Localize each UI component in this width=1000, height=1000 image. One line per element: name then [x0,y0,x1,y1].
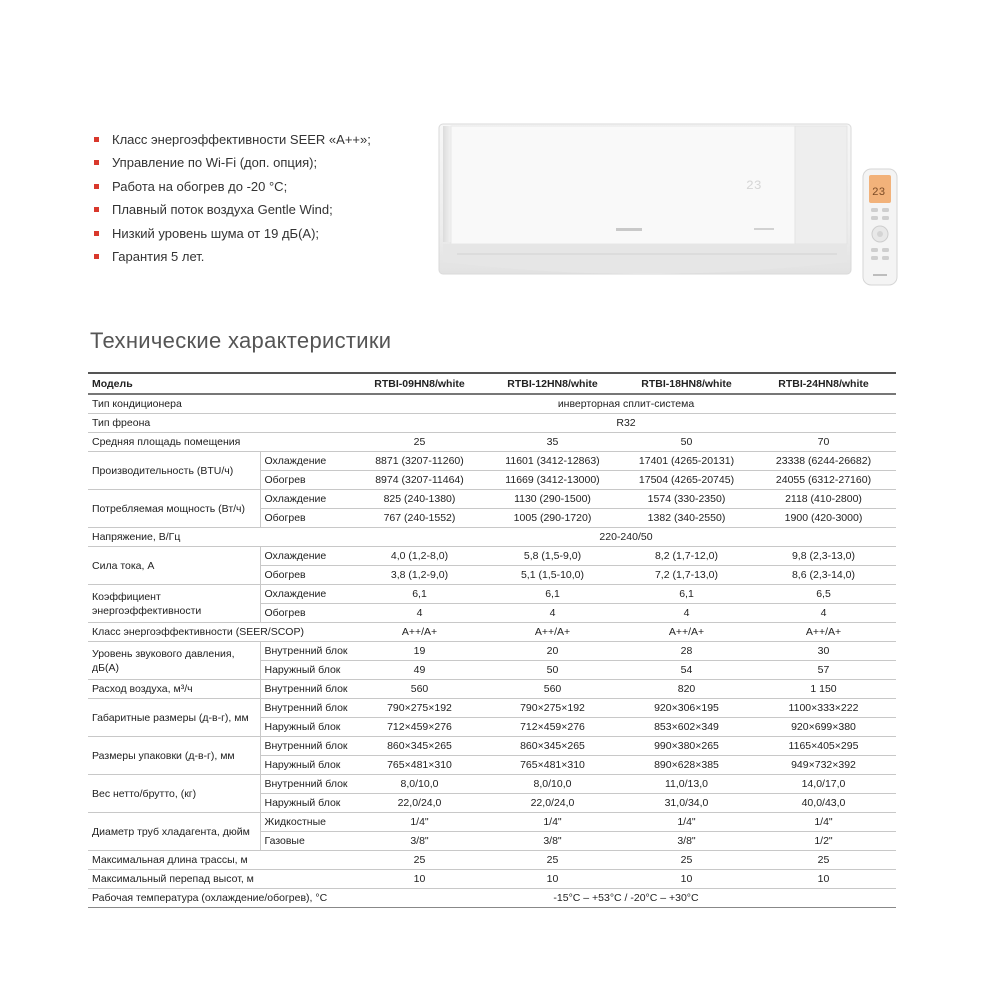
value-cell: 949×732×392 [751,756,896,775]
table-row [88,851,896,870]
param-cell: Размеры упаковки (д-в-г), мм [88,737,260,775]
table-row [88,585,896,604]
param-cell: Габаритные размеры (д-в-г), мм [88,699,260,737]
param-cell: Расход воздуха, м³/ч [88,680,260,699]
value-cell: 765×481×310 [483,756,622,775]
remote-display-digits: 23 [872,187,886,199]
value-cell: 1 150 [751,680,896,699]
feature-item [92,151,371,174]
specs-table [88,372,896,908]
value-cell: 14,0/17,0 [751,775,896,794]
value-cell: 767 (240-1552) [356,509,483,528]
value-cell: 25 [622,851,751,870]
feature-text: Низкий уровень шума от 19 дБ(А); [112,225,320,241]
table-row [88,870,896,889]
sub-label-cell: Внутренний блок [260,699,356,718]
value-cell: 4 [751,604,896,623]
param-cell: Класс энергоэффективности (SEER/SCOP) [88,623,356,642]
param-cell: Рабочая температура (охлаждение/обогрев), °С [88,889,356,908]
value-cell: 5,8 (1,5-9,0) [483,547,622,566]
table-row [88,699,896,718]
value-cell: 3,8 (1,2-9,0) [356,566,483,585]
value-cell: 70 [751,433,896,452]
param-cell: Сила тока, А [88,547,260,585]
indoor-brand-mark [616,228,642,231]
tech-specs-title: Технические характеристики [90,328,392,353]
value-cell: 25 [751,851,896,870]
value-cell: 853×602×349 [622,718,751,737]
value-cell: 25 [356,433,483,452]
feature-text: Управление по Wi-Fi (доп. опция); [112,155,318,171]
param-cell: Коэффициент энергоэффективности [88,585,260,623]
sub-label-cell: Жидкостные [260,813,356,832]
param-cell: Диаметр труб хладагента, дюйм [88,813,260,851]
value-cell: 1130 (290-1500) [483,490,622,509]
value-cell: 8,0/10,0 [356,775,483,794]
value-cell: 10 [483,870,622,889]
value-cell: 3/8" [483,832,622,851]
param-cell: Тип кондиционера [88,394,356,414]
value-cell: 8,0/10,0 [483,775,622,794]
param-cell: Максимальная длина трассы, м [88,851,356,870]
value-cell: 4 [622,604,751,623]
value-cell: 20 [483,642,622,661]
table-row [88,775,896,794]
bullet-icon [94,137,99,142]
sub-label-cell: Охлаждение [260,490,356,509]
value-cell: 8871 (3207-11260) [356,452,483,471]
sub-label-cell: Обогрев [260,604,356,623]
value-cell: 712×459×276 [356,718,483,737]
header-model: RTBI-24HN8/white [751,373,896,394]
table-row [88,490,896,509]
value-cell: 23338 (6244-26682) [751,452,896,471]
value-cell: 1165×405×295 [751,737,896,756]
sub-label-cell: Внутренний блок [260,775,356,794]
value-cell: 890×628×385 [622,756,751,775]
sub-label-cell: Внутренний блок [260,737,356,756]
value-cell: R32 [356,414,896,433]
value-cell: 3/8" [622,832,751,851]
value-cell: 1/4" [356,813,483,832]
feature-item [92,222,371,245]
value-cell: 25 [356,851,483,870]
table-row [88,528,896,547]
value-cell: 790×275×192 [483,699,622,718]
value-cell: 11,0/13,0 [622,775,751,794]
sub-label-cell: Наружный блок [260,794,356,813]
param-cell: Максимальный перепад высот, м [88,870,356,889]
value-cell: 25 [483,851,622,870]
feature-item [92,128,371,151]
feature-list [92,128,371,268]
value-cell: 7,2 (1,7-13,0) [622,566,751,585]
value-cell: 11669 (3412-13000) [483,471,622,490]
value-cell: 50 [483,661,622,680]
sub-label-cell: Внутренний блок [260,680,356,699]
value-cell: 8974 (3207-11464) [356,471,483,490]
value-cell: 10 [751,870,896,889]
value-cell: 3/8" [356,832,483,851]
value-cell: 24055 (6312-27160) [751,471,896,490]
param-cell: Тип фреона [88,414,356,433]
value-cell: 560 [483,680,622,699]
value-cell: 1/2" [751,832,896,851]
value-cell: 10 [622,870,751,889]
table-row [88,680,896,699]
sub-label-cell: Охлаждение [260,452,356,471]
value-cell: 1005 (290-1720) [483,509,622,528]
value-cell: 8,6 (2,3-14,0) [751,566,896,585]
value-cell: 712×459×276 [483,718,622,737]
value-cell: 825 (240-1380) [356,490,483,509]
header-model: RTBI-09HN8/white [356,373,483,394]
sub-label-cell: Обогрев [260,566,356,585]
value-cell: 28 [622,642,751,661]
feature-text: Плавный поток воздуха Gentle Wind; [112,202,333,218]
feature-text: Гарантия 5 лет. [112,248,205,264]
feature-item [92,198,371,221]
bullet-icon [94,254,99,259]
feature-text: Работа на обогрев до -20 °С; [112,178,288,194]
feature-item [92,245,371,268]
value-cell: 860×345×265 [356,737,483,756]
sub-label-cell: Обогрев [260,471,356,490]
sub-label-cell: Наружный блок [260,756,356,775]
table-row [88,394,896,414]
sub-label-cell: Охлаждение [260,585,356,604]
feature-text: Класс энергоэффективности SEER «А++»; [112,132,371,147]
value-cell: 1/4" [483,813,622,832]
param-cell: Вес нетто/брутто, (кг) [88,775,260,813]
table-row [88,452,896,471]
param-cell: Средняя площадь помещения [88,433,356,452]
bullet-icon [94,231,99,236]
value-cell: -15°С – +53°С / -20°С – +30°С [356,889,896,908]
value-cell: 22,0/24,0 [356,794,483,813]
table-row [88,889,896,908]
value-cell: 10 [356,870,483,889]
value-cell: 54 [622,661,751,680]
sub-label-cell: Газовые [260,832,356,851]
value-cell: 4 [483,604,622,623]
header-param: Модель [88,373,356,394]
value-cell: 17401 (4265-20131) [622,452,751,471]
param-cell: Уровень звукового давления, дБ(А) [88,642,260,680]
sub-label-cell: Наружный блок [260,718,356,737]
specs-header-row [88,373,896,394]
value-cell: 11601 (3412-12863) [483,452,622,471]
header-model: RTBI-12HN8/white [483,373,622,394]
value-cell: 920×699×380 [751,718,896,737]
table-row [88,642,896,661]
value-cell: 50 [622,433,751,452]
bullet-icon [94,184,99,189]
indoor-display-digits: 23 [746,178,762,193]
value-cell: 1382 (340-2550) [622,509,751,528]
value-cell: 8,2 (1,7-12,0) [622,547,751,566]
value-cell: 35 [483,433,622,452]
value-cell: 1100×333×222 [751,699,896,718]
value-cell: 790×275×192 [356,699,483,718]
value-cell: 860×345×265 [483,737,622,756]
value-cell: 4,0 (1,2-8,0) [356,547,483,566]
value-cell: 1574 (330-2350) [622,490,751,509]
sub-label-cell: Наружный блок [260,661,356,680]
param-cell: Потребляемая мощность (Вт/ч) [88,490,260,528]
value-cell: 57 [751,661,896,680]
table-row [88,414,896,433]
value-cell: 1900 (420-3000) [751,509,896,528]
value-cell: 6,1 [622,585,751,604]
value-cell: 4 [356,604,483,623]
value-cell: 17504 (4265-20745) [622,471,751,490]
table-row [88,623,896,642]
value-cell: А++/А+ [622,623,751,642]
table-row [88,737,896,756]
value-cell: 6,5 [751,585,896,604]
value-cell: 6,1 [483,585,622,604]
value-cell: 49 [356,661,483,680]
table-row [88,547,896,566]
value-cell: 990×380×265 [622,737,751,756]
sub-label-cell: Охлаждение [260,547,356,566]
param-cell: Напряжение, В/Гц [88,528,356,547]
value-cell: 920×306×195 [622,699,751,718]
value-cell: А++/А+ [356,623,483,642]
feature-item [92,175,371,198]
value-cell: А++/А+ [483,623,622,642]
table-row [88,433,896,452]
remote-control-image [862,168,898,286]
value-cell: 5,1 (1,5-10,0) [483,566,622,585]
value-cell: 765×481×310 [356,756,483,775]
value-cell: 40,0/43,0 [751,794,896,813]
value-cell: 30 [751,642,896,661]
indoor-unit-image [437,122,853,278]
value-cell: 2118 (410-2800) [751,490,896,509]
table-row [88,813,896,832]
value-cell: 220-240/50 [356,528,896,547]
value-cell: 31,0/34,0 [622,794,751,813]
value-cell: 560 [356,680,483,699]
sub-label-cell: Обогрев [260,509,356,528]
bullet-icon [94,207,99,212]
value-cell: 1/4" [751,813,896,832]
value-cell: 6,1 [356,585,483,604]
header-model: RTBI-18HN8/white [622,373,751,394]
bullet-icon [94,160,99,165]
sub-label-cell: Внутренний блок [260,642,356,661]
value-cell: 820 [622,680,751,699]
value-cell: 19 [356,642,483,661]
value-cell: инверторная сплит-система [356,394,896,414]
value-cell: А++/А+ [751,623,896,642]
value-cell: 9,8 (2,3-13,0) [751,547,896,566]
param-cell: Производительность (BTU/ч) [88,452,260,490]
value-cell: 1/4" [622,813,751,832]
value-cell: 22,0/24,0 [483,794,622,813]
